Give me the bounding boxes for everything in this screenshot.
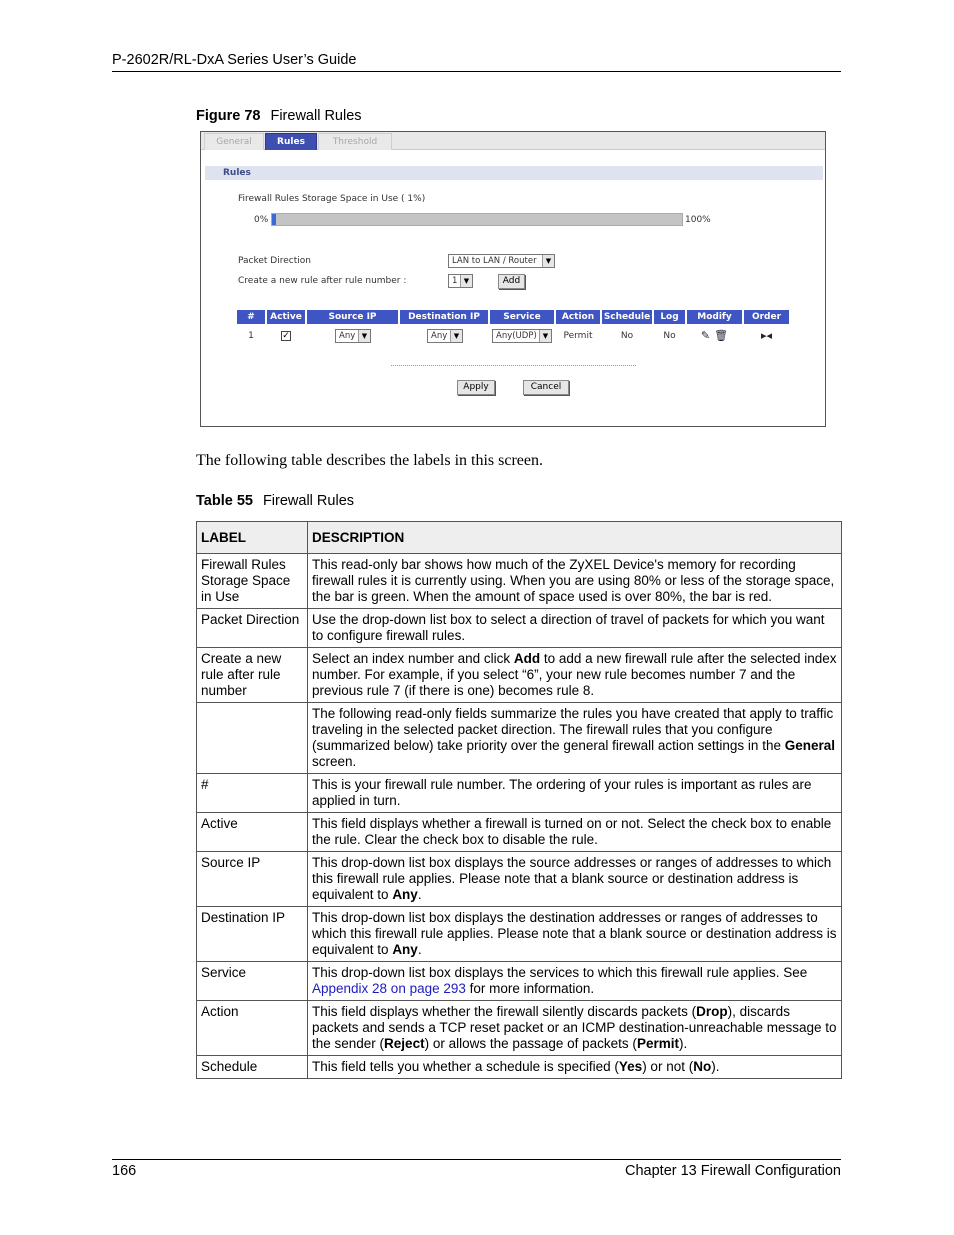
chevron-down-icon: ▼ — [450, 330, 462, 342]
row-label: Action — [197, 1001, 308, 1056]
table-row — [197, 554, 842, 609]
table-row — [197, 1001, 842, 1056]
edit-icon[interactable]: ✎ — [700, 329, 711, 342]
row-description: This field tells you whether a schedule is specified (Yes) or not (No). — [308, 1056, 842, 1079]
row-label: # — [197, 774, 308, 813]
rule-active-cell — [267, 328, 305, 344]
packet-direction-label: Packet Direction — [238, 256, 311, 266]
packet-direction-value: LAN to LAN / Router — [452, 256, 537, 266]
guide-title: P-2602R/RL-DxA Series User’s Guide — [112, 52, 357, 68]
row-label: Firewall Rules Storage Space in Use — [197, 554, 308, 609]
service-select[interactable] — [492, 329, 552, 343]
chapter-title: Chapter 13 Firewall Configuration — [625, 1163, 841, 1179]
page-header — [112, 52, 841, 72]
create-rule-select[interactable] — [448, 274, 473, 288]
row-label: Service — [197, 962, 308, 1001]
create-rule-label: Create a new rule after rule number : — [238, 276, 407, 286]
create-rule-value: 1 — [452, 276, 458, 286]
label-column-header: LABEL — [197, 522, 308, 554]
tab-bar — [201, 132, 825, 150]
row-description: This read-only bar shows how much of the ZyXEL Device's memory for recording firewall rules it is currently using. When you are using 80% or less of the storage space, the bar is green. When the amount of space used is over 80%, the bar is red. — [308, 554, 842, 609]
description-table — [196, 521, 842, 1079]
active-checkbox[interactable]: ✓ — [282, 330, 290, 341]
table-row — [197, 774, 842, 813]
row-description: This is your firewall rule number. The ordering of your rules is important as rules are applied in turn. — [308, 774, 842, 813]
tab-general[interactable]: General — [204, 133, 264, 150]
destination-ip-value: Any — [431, 331, 448, 341]
col-destination-ip-header: Destination IP — [400, 310, 488, 324]
row-description: The following read-only fields summarize the rules you have created that apply to traffic traveling in the selected packet direction. The firewall rules that you configure (summarized below) take priority over the general firewall action settings in the General screen. — [308, 703, 842, 774]
row-label: Create a new rule after rule number — [197, 648, 308, 703]
row-label: Active — [197, 813, 308, 852]
rule-order-cell — [744, 328, 789, 344]
figure-title: Firewall Rules — [270, 108, 362, 124]
table-caption — [196, 493, 354, 509]
packet-direction-select[interactable] — [448, 254, 555, 268]
rule-log: No — [663, 331, 676, 341]
figure-number: Figure 78 — [196, 108, 261, 124]
storage-label: Firewall Rules Storage Space in Use ( 1%) — [238, 194, 426, 204]
table-row — [197, 907, 842, 962]
chevron-down-icon: ▼ — [539, 330, 551, 342]
chevron-down-icon: ▼ — [460, 275, 472, 287]
col-modify-header: Modify — [687, 310, 742, 324]
table-row — [197, 852, 842, 907]
page-number: 166 — [112, 1163, 137, 1179]
service-value: Any(UDP) — [496, 331, 537, 341]
col-action-header: Action — [556, 310, 600, 324]
source-ip-select[interactable] — [335, 329, 371, 343]
source-ip-value: Any — [339, 331, 356, 341]
add-button[interactable]: Add — [498, 274, 525, 289]
chevron-down-icon: ▼ — [542, 255, 554, 267]
apply-button[interactable]: Apply — [457, 380, 495, 395]
figure-caption — [196, 108, 362, 124]
table-title: Firewall Rules — [262, 493, 355, 509]
appendix-link[interactable]: Appendix 28 on page 293 — [312, 981, 466, 996]
move-icon[interactable]: ▸◂ — [760, 329, 773, 342]
delete-icon[interactable]: 🗑 — [714, 329, 729, 342]
table-row — [197, 962, 842, 1001]
col-schedule-header: Schedule — [603, 312, 651, 322]
divider — [391, 365, 636, 366]
rule-index: 1 — [248, 331, 254, 341]
storage-max-label: 100% — [685, 215, 711, 225]
rule-schedule: No — [620, 331, 634, 341]
chevron-down-icon: ▼ — [358, 330, 370, 342]
destination-ip-select[interactable] — [427, 329, 463, 343]
table-header-row — [197, 522, 842, 554]
description-column-header: DESCRIPTION — [308, 522, 842, 554]
tab-rules[interactable]: Rules — [265, 133, 317, 150]
rule-action: Permit — [563, 331, 593, 341]
row-description: Select an index number and click Add to add a new firewall rule after the selected index number. For example, if you select “6”, your new rule becomes number 7 and the previous rule 7 (if there is one) becomes rule 8. — [308, 648, 842, 703]
cancel-button[interactable]: Cancel — [523, 380, 569, 395]
col-active-header: Active — [267, 310, 305, 324]
tab-threshold[interactable]: Threshold — [318, 133, 392, 150]
storage-progress-bar — [271, 213, 683, 226]
col-index-header: # — [237, 310, 265, 324]
row-description: Use the drop-down list box to select a direction of travel of packets for which you want to configure firewall rules. — [308, 609, 842, 648]
row-label: Packet Direction — [197, 609, 308, 648]
table-row — [197, 703, 842, 774]
table-number: Table 55 — [196, 493, 253, 509]
row-description: This drop-down list box displays the services to which this firewall rule applies. See Appendix 28 on page 293 for more information. — [308, 962, 842, 1001]
table-row — [197, 609, 842, 648]
table-row — [197, 813, 842, 852]
row-label: Schedule — [197, 1056, 308, 1079]
section-title: Rules — [205, 166, 823, 180]
row-label — [197, 703, 308, 774]
storage-progress-fill — [272, 214, 276, 225]
rule-modify-cell — [687, 328, 742, 344]
row-description: This drop-down list box displays the source addresses or ranges of addresses to which this firewall rule applies. Please note that a blank source or destination address is equivalent to Any. — [308, 852, 842, 907]
storage-min-label: 0% — [254, 215, 269, 225]
row-description: This drop-down list box displays the destination addresses or ranges of addresses to which this firewall rule applies. Please note that a blank source or destination address is equivalent to Any. — [308, 907, 842, 962]
page-footer — [112, 1159, 841, 1179]
table-row — [197, 648, 842, 703]
col-source-ip-header: Source IP — [307, 310, 398, 324]
firewall-rules-screenshot — [200, 131, 826, 427]
row-label: Destination IP — [197, 907, 308, 962]
col-service-header: Service — [490, 310, 554, 324]
row-description: This field displays whether a firewall is turned on or not. Select the check box to enable the rule. Clear the check box to disable the rule. — [308, 813, 842, 852]
intro-text: The following table describes the labels in this screen. — [196, 452, 544, 469]
table-row — [197, 1056, 842, 1079]
row-label: Source IP — [197, 852, 308, 907]
col-log-header: Log — [654, 310, 685, 324]
col-order-header: Order — [744, 310, 789, 324]
row-description: This field displays whether the firewall silently discards packets (Drop), discards packets and sends a TCP reset packet or an ICMP destination-unreachable message to the sender (Reject) or allows the passage of packets (Permit). — [308, 1001, 842, 1056]
